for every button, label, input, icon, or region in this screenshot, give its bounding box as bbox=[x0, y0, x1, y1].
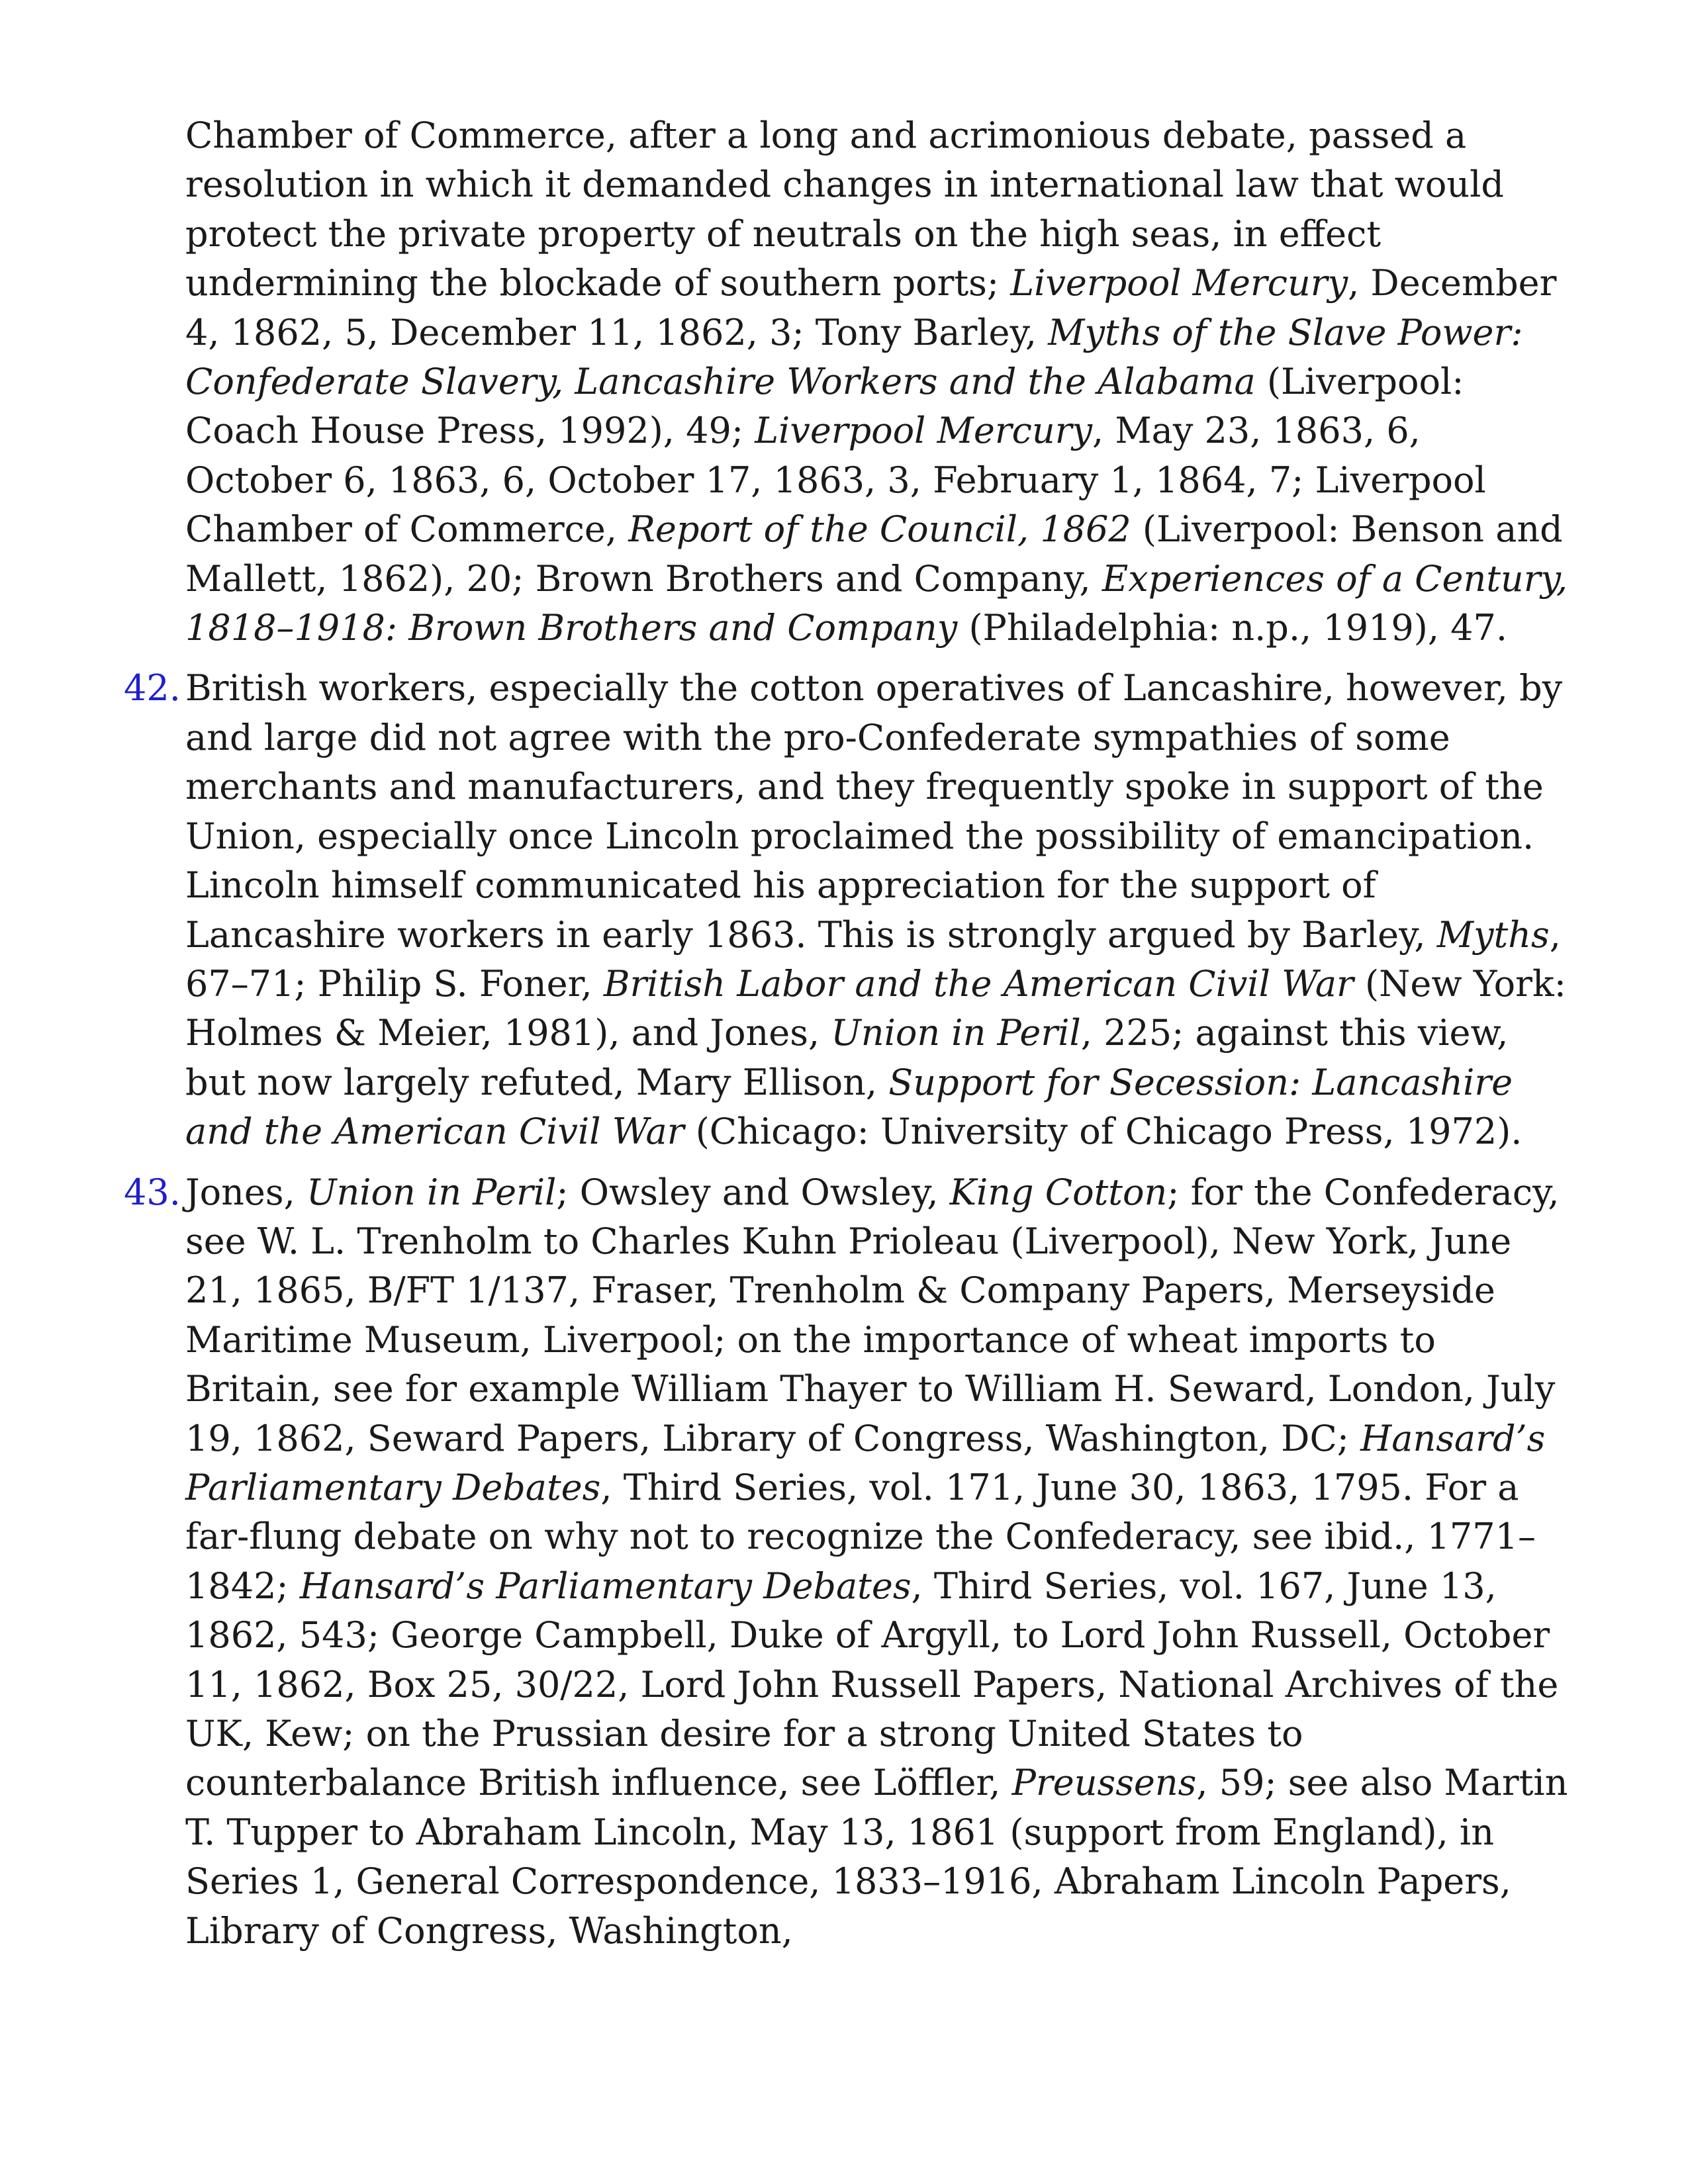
italic-title: Union in Peril bbox=[306, 1171, 557, 1213]
text-segment: Jones, bbox=[185, 1171, 306, 1213]
italic-title: Support for Secession: Lancashire and the American Civil War bbox=[185, 1061, 1513, 1153]
italic-title: Union in Peril bbox=[831, 1012, 1081, 1054]
endnote-text bbox=[185, 667, 1566, 1152]
endnotes-page bbox=[113, 111, 1569, 1967]
endnote-number-link[interactable]: 43. bbox=[124, 1171, 181, 1213]
italic-title: Hansard’s Parliamentary Debates bbox=[185, 1417, 1546, 1508]
italic-title: Liverpool Mercury bbox=[1010, 262, 1348, 304]
italic-title: Myths bbox=[1436, 913, 1550, 956]
text-segment: ; for the Confederacy, see W. L. Trenholm to Charles Kuhn Prioleau (Liverpool), New York, June 21, 1865, B/FT 1/137, Fraser, Trenholm & Company Papers, Merseyside Maritime Museum, Liverpool; on the importance of wheat imports to Britain, see for example William Thayer to William H. Seward, London, July 19, 1862, Seward Papers, Library of Congress, Washington, DC; bbox=[185, 1171, 1560, 1459]
italic-title: Hansard’s Parliamentary Debates bbox=[299, 1565, 912, 1607]
text-segment: Chamber of Commerce, after a long and acrimonious debate, passed a resolution in which it demanded changes in international law that would protect the private property of neutrals on the high seas, in effect undermining the blockade of southern ports; bbox=[185, 114, 1504, 304]
italic-title: King Cotton bbox=[949, 1171, 1168, 1213]
endnote-number-link[interactable]: 42. bbox=[124, 667, 181, 709]
endnote-43 bbox=[113, 1168, 1569, 1956]
text-segment: , Third Series, vol. 171, June 30, 1863, 1795. For a far-flung debate on why not to recognize the Confederacy, see ibid., 1771–1842; bbox=[185, 1466, 1536, 1607]
text-segment: , 67–71; Philip S. Foner, bbox=[185, 913, 1561, 1005]
endnote-42 bbox=[113, 664, 1569, 1156]
italic-title: Report of the Council, 1862 bbox=[628, 508, 1131, 551]
text-segment: (Philadelphia: n.p., 1919), 47. bbox=[957, 607, 1508, 649]
text-segment: , December 4, 1862, 5, December 11, 1862, 3; Tony Barley, bbox=[185, 262, 1557, 353]
endnote-text bbox=[185, 114, 1568, 649]
text-segment: (New York: Holmes & Meier, 1981), and Jones, bbox=[185, 962, 1566, 1054]
text-segment: (Chicago: University of Chicago Press, 1972). bbox=[684, 1111, 1523, 1153]
italic-title: Liverpool Mercury bbox=[755, 410, 1093, 452]
italic-title: Experiences of a Century, 1818–1918: Brown Brothers and Company bbox=[185, 557, 1568, 649]
text-segment: , 59; see also Martin T. Tupper to Abraham Lincoln, May 13, 1861 (support from England), in Series 1, General Correspondence, 1833–1916, Abraham Lincoln Papers, Library of Congress, Washington, bbox=[185, 1762, 1568, 1952]
text-segment: , Third Series, vol. 167, June 13, 1862, 543; George Campbell, Duke of Argyll, to Lord John Russell, October 11, 1862, Box 25, 30/22, Lord John Russell Papers, National Archives of the UK, Kew; on the Prussian desire for a strong United States to counterbalance British influence, see Löffler, bbox=[185, 1565, 1559, 1804]
italic-title: Preussens bbox=[1011, 1762, 1197, 1804]
endnote-text bbox=[185, 1171, 1568, 1952]
text-segment: , 225; against this view, but now largely refuted, Mary Ellison, bbox=[185, 1012, 1509, 1103]
text-segment: (Liverpool: Coach House Press, 1992), 49; bbox=[185, 361, 1464, 452]
italic-title: British Labor and the American Civil War bbox=[603, 962, 1354, 1005]
italic-title: Myths of the Slave Power: Confederate Slavery, Lancashire Workers and the Alabama bbox=[185, 311, 1523, 403]
text-segment: ; Owsley and Owsley, bbox=[556, 1171, 950, 1213]
text-segment: (Liverpool: Benson and Mallett, 1862), 20; Brown Brothers and Company, bbox=[185, 508, 1563, 600]
text-segment: , May 23, 1863, 6, October 6, 1863, 6, October 17, 1863, 3, February 1, 1864, 7; Liverpool Chamber of Commerce, bbox=[185, 410, 1486, 551]
text-segment: British workers, especially the cotton operatives of Lancashire, however, by and large did not agree with the pro-Confederate sympathies of some merchants and manufacturers, and they frequently spoke in support of the Union, especially once Lincoln proclaimed the possibility of emancipation. Lincoln himself communicated his appreciation for the support of Lancashire workers in early 1863. This is strongly argued by Barley, bbox=[185, 667, 1563, 956]
endnote-41-continued bbox=[113, 111, 1569, 653]
